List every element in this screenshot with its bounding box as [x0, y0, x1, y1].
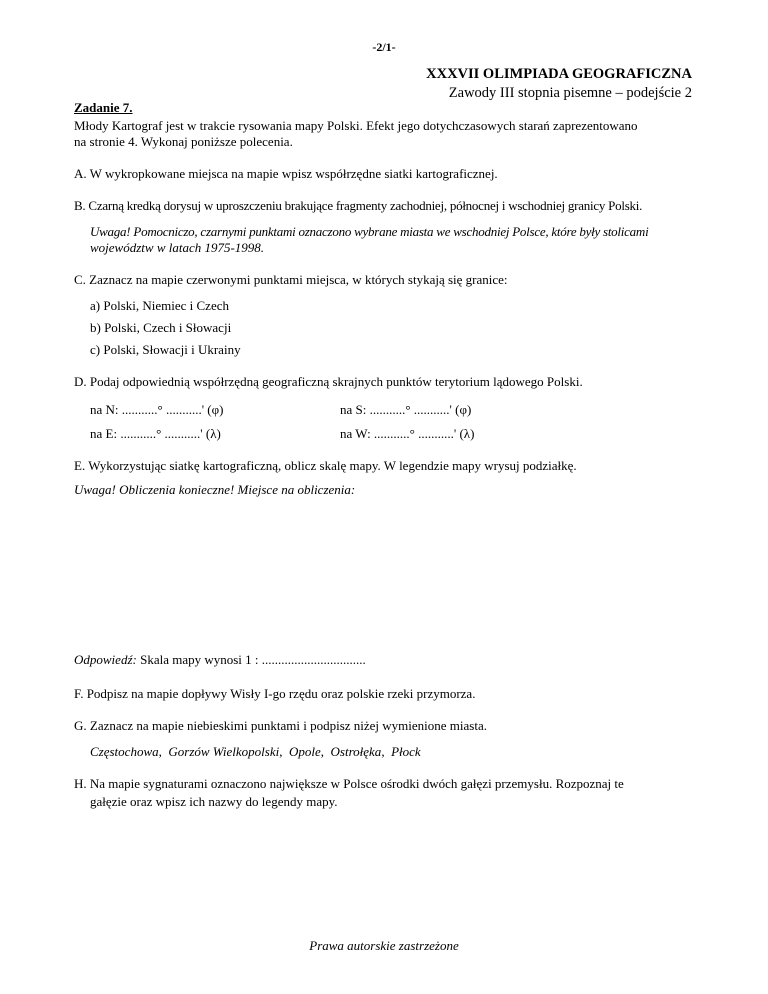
section-h-line-1: H. Na mapie sygnaturami oznaczono największe w Polsce ośrodki dwóch gałęzi przemysłu. Rozpoznaj te — [74, 776, 624, 791]
section-b-note-line-1: Uwaga! Pomocniczo, czarnymi punktami oznaczono wybrane miasta we wschodniej Polsce, które były stolicami — [90, 224, 649, 239]
section-e-text: E. Wykorzystując siatkę kartograficzną, oblicz skalę mapy. W legendzie mapy wrysuj podziałkę. — [74, 458, 577, 473]
competition-subtitle: Zawody III stopnia pisemne – podejście 2 — [448, 85, 692, 101]
copyright-footer: Prawa autorskie zastrzeżone — [309, 938, 459, 953]
city-opole: Opole — [288, 744, 321, 759]
section-c-item-a: a) Polski, Niemiec i Czech — [90, 298, 229, 313]
coord-west-field: na W: ...........° ...........' (λ) — [340, 426, 475, 441]
city-ostroleka: Ostrołęka — [330, 744, 382, 759]
section-c-item-b: b) Polski, Czech i Słowacji — [90, 320, 232, 335]
city-separator: , — [381, 744, 385, 759]
city-list — [90, 744, 421, 760]
page-number: -2/1- — [372, 40, 396, 54]
city-separator: , — [320, 744, 325, 759]
section-c-text: C. Zaznacz na mapie czerwonymi punktami miejsca, w których stykają się granice: — [74, 272, 508, 287]
section-b-note-line-2: województw w latach 1975-1998. — [90, 240, 265, 255]
city-plock: Płock — [391, 744, 421, 759]
coord-east-field: na E: ...........° ...........' (λ) — [90, 426, 221, 441]
city-separator: , — [158, 744, 162, 759]
section-e-note: Uwaga! Obliczenia konieczne! Miejsce na obliczenia: — [74, 482, 356, 497]
section-h-line-2: gałęzie oraz wpisz ich nazwy do legendy mapy. — [90, 794, 338, 809]
section-c-item-c: c) Polski, Słowacji i Ukrainy — [90, 342, 241, 357]
coord-south-field: na S: ...........° ...........' (φ) — [340, 402, 472, 417]
city-gorzow-wielkopolski: Gorzów Wielkopolski — [168, 744, 280, 759]
answer-scale-text: Skala mapy wynosi 1 : ................................ — [136, 652, 366, 667]
task-title: Zadanie 7. — [74, 100, 133, 115]
city-czestochowa: Częstochowa — [90, 744, 159, 759]
task-intro-line-1: Młody Kartograf jest w trakcie rysowania mapy Polski. Efekt jego dotychczasowych starań zaprezentowano — [74, 118, 638, 133]
coord-north-field: na N: ...........° ...........' (φ) — [90, 402, 224, 417]
city-separator: , — [279, 744, 283, 759]
competition-title: XXXVII OLIMPIADA GEOGRAFICZNA — [426, 66, 692, 82]
section-a-text: A. W wykropkowane miejsca na mapie wpisz współrzędne siatki kartograficznej. — [74, 166, 498, 181]
scale-answer-line — [74, 652, 366, 668]
task-intro-line-2: na stronie 4. Wykonaj poniższe polecenia. — [74, 134, 293, 149]
section-d-text: D. Podaj odpowiednią współrzędną geograficzną skrajnych punktów terytorium lądowego Polski. — [74, 374, 583, 389]
answer-label: Odpowiedź: — [74, 652, 137, 667]
section-g-text: G. Zaznacz na mapie niebieskimi punktami i podpisz niżej wymienione miasta. — [74, 718, 487, 733]
section-b-text: B. Czarną kredką dorysuj w uproszczeniu brakujące fragmenty zachodniej, północnej i wschodniej granicy Polski. — [74, 198, 643, 213]
section-f-text: F. Podpisz na mapie dopływy Wisły I-go rzędu oraz polskie rzeki przymorza. — [74, 686, 476, 701]
